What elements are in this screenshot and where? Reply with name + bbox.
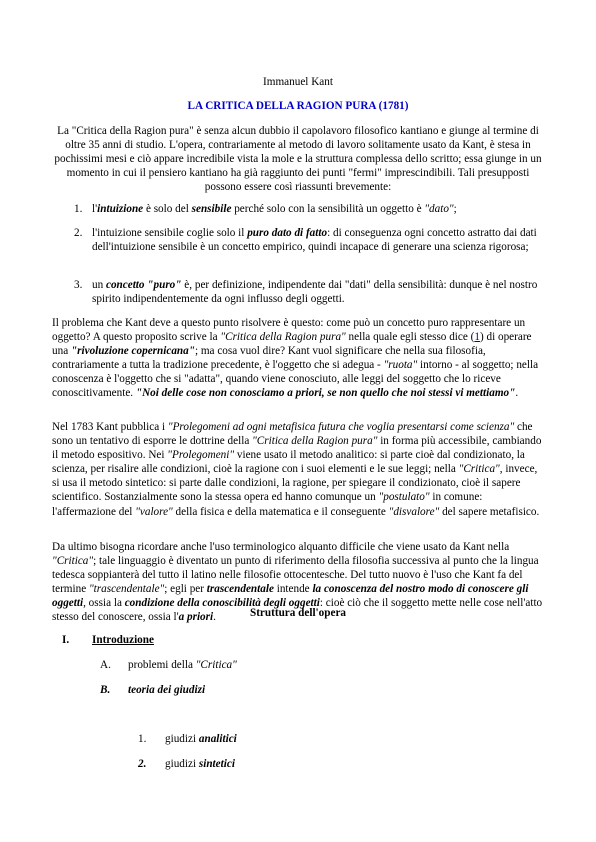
structure-heading: Struttura dell'opera [249, 607, 347, 619]
footnote-link[interactable]: 1 [474, 331, 480, 344]
body-paragraph: Da ultimo bisogna ricordare anche l'uso terminologico alquanto difficile che viene usato da Kant nella "Critica"; tale linguaggio è diventato un punto di riferimento della filosofia successiva al punto che la lingua tedesca soppianterà del tutto il latino nelle filosofie ottocentesche. Del tutto nuovo è l'uso che Kant fa del termine "trascendentale"; egli per trascendentale intende la conoscenza del nostro modo di conoscere gli oggetti, ossia la condizione della conoscibilità degli oggetti: cioè ciò che il soggetto mette nelle cose nell'atto stesso del conoscere, ossia l'a priori. [52, 541, 543, 624]
premise-number: 2. [74, 227, 83, 239]
author: Immanuel Kant [263, 76, 333, 88]
document-title: LA CRITICA DELLA RAGION PURA (1781) [187, 100, 409, 112]
outline-number: 1. [138, 733, 147, 745]
intro-paragraph: La "Critica della Ragion pura" è senza alcun dubbio il capolavoro filosofico kantiano e giunge al termine di oltre 35 anni di studio. L'opera, contrariamente al metodo di lavoro solitamente usato da Kant, è stesa in pochissimi mesi e ciò appare incredibile vista la mole e la struttura complessa dello scritto; essa giunge in un momento in cui il pensiero kantiano ha già raggiunto dei punti "fermi" imprescindibili. Tali presupposti possono essere così riassunti brevemente: [54, 125, 542, 194]
premise-number: 3. [74, 279, 83, 291]
outline-number: A. [100, 659, 111, 671]
premise-text: l'intuizione è solo del sensibile perché solo con la sensibilità un oggetto è "dato"; [92, 203, 457, 215]
premise-text: un concetto "puro" è, per definizione, indipendente dai "dati" della sensibilità: dunque è nel nostro spirito indipendentemente da ogni influsso degli oggetti. [92, 279, 538, 306]
outline-item: teoria dei giudizi [128, 684, 206, 696]
outline-number: 2. [138, 758, 147, 770]
body-paragraph: Nel 1783 Kant pubblica i "Prolegomeni ad ogni metafisica futura che voglia presentarsi come scienza" che sono un tentativo di esporre le dottrine della "Critica della Ragion pura" in forma più accessibile, cambiando il metodo espositivo. Nei "Prolegomeni" viene usato il metodo analitico: si parte cioè dal condizionato, la scienza, per risalire alle condizioni, cioè la ragione con i suoi elementi e le sue leggi; nella "Critica", invece, si usa il metodo sintetico: si parte dalle condizioni, la ragione, per spiegare il condizionato, cioè il sapere scientifico. Sostanzialmente sono la stessa opera ed hanno comunque un "postulato" in comune: l'affermazione del "valore" della fisica e della matematica e il conseguente "disvalore" del sapere metafisico. [52, 421, 542, 518]
outline-item: giudizi analitici [165, 733, 237, 745]
body-paragraph: Il problema che Kant deve a questo punto risolvere è questo: come può un concetto puro rappresentare un oggetto? A questo proposito scrive la "Critica della Ragion pura" nella quale egli stesso dice (1) di operare una "rivoluzione copernicana"; ma cosa vuol dire? Kant vuol significare che nella sua filosofia, contrariamente a tutta la tradizione precedente, è l'oggetto che si adegua - "ruota" intorno - al soggetto; nella conoscenza è l'oggetto che si "adatta", quando viene conosciuto, alle leggi del soggetto che lo riceve conoscitivamente. "Noi delle cose non conosciamo a priori, se non quello che noi stessi vi mettiamo". [52, 317, 539, 400]
premise-number: 1. [74, 203, 83, 215]
outline-number: I. [62, 634, 70, 646]
outline-heading: Introduzione [92, 634, 154, 646]
premise-text: l'intuizione sensibile coglie solo il puro dato di fatto: di conseguenza ogni concetto astratto dai dati dell'intuizione sensibile è un concetto empirico, quindi incapace di generare una scienza rigorosa; [92, 227, 537, 254]
outline-number: B. [100, 684, 111, 696]
outline-item: giudizi sintetici [165, 758, 235, 770]
outline-item: problemi della "Critica" [128, 659, 237, 671]
